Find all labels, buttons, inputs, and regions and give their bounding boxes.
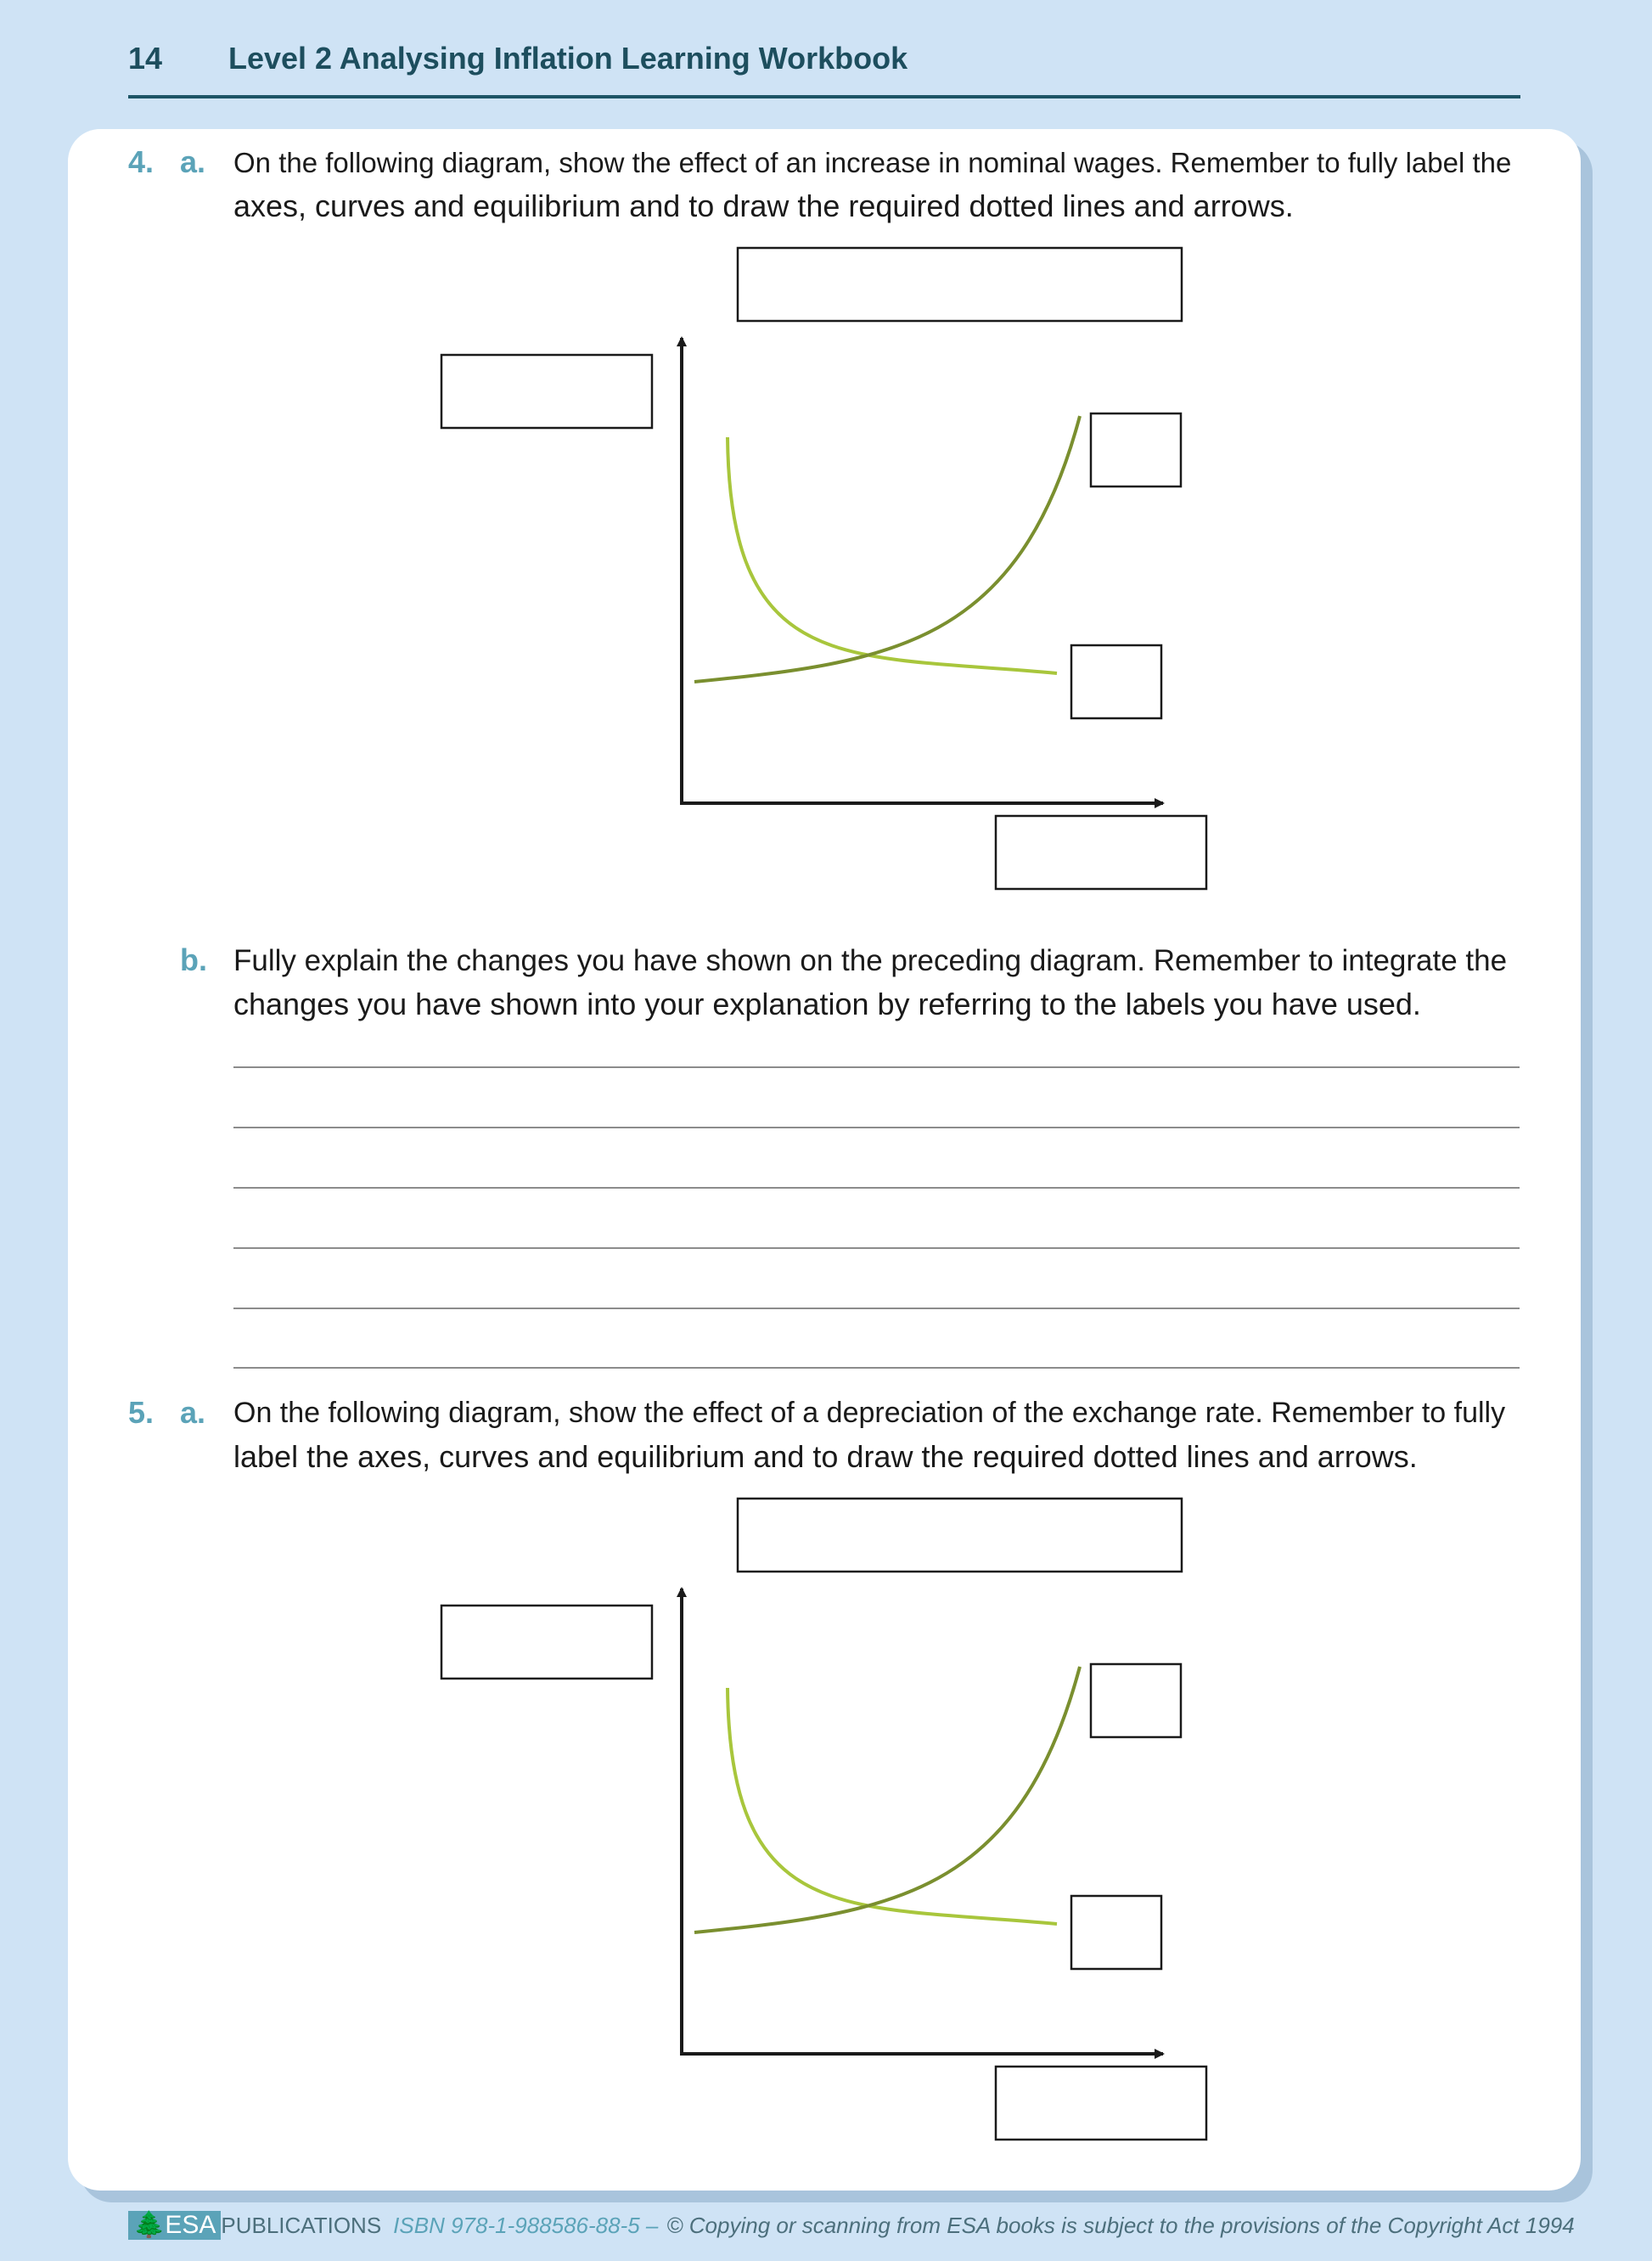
answer-line-6[interactable] xyxy=(233,1367,1520,1369)
answer-line-2[interactable] xyxy=(233,1127,1520,1128)
page-footer xyxy=(128,2211,1575,2241)
question-4a-letter: a. xyxy=(180,144,206,179)
isbn-text: ISBN 978-1-988586-88-5 – xyxy=(393,2212,659,2238)
question-4a-line-1: On the following diagram, show the effect of an increase in nominal wages. Remember to fully label the xyxy=(233,147,1512,178)
answer-line-4[interactable] xyxy=(233,1247,1520,1249)
answer-line-5[interactable] xyxy=(233,1308,1520,1309)
question-4b-line-2: changes you have shown into your explanation by referring to the labels you have used. xyxy=(233,987,1421,1021)
publisher-label: PUBLICATIONS xyxy=(221,2212,382,2238)
question-5-number: 5. xyxy=(128,1395,155,1430)
answer-line-3[interactable] xyxy=(233,1187,1520,1189)
book-title: Level 2 Analysing Inflation Learning Workbook xyxy=(228,41,908,76)
question-4b-line-1: Fully explain the changes you have shown on the preceding diagram. Remember to integrate the xyxy=(233,944,1508,977)
tree-icon: 🌲 xyxy=(133,2211,166,2240)
page-header xyxy=(128,34,1520,98)
question-5a-line-1: On the following diagram, show the effect of a depreciation of the exchange rate. Remember to fully xyxy=(233,1397,1506,1429)
question-5a-line-2: label the axes, curves and equilibrium and to draw the required dotted lines and arrows. xyxy=(233,1439,1418,1474)
question-4b-letter: b. xyxy=(180,942,207,977)
answer-line-1[interactable] xyxy=(233,1066,1520,1068)
question-4a-line-2: axes, curves and equilibrium and to draw the required dotted lines and arrows. xyxy=(233,188,1294,223)
page-number: 14 xyxy=(128,41,163,76)
question-5a-letter: a. xyxy=(180,1395,206,1430)
question-4-number: 4. xyxy=(128,144,155,179)
esa-logo xyxy=(128,2211,221,2240)
worksheet-card xyxy=(68,129,1581,2191)
copyright-notice: © Copying or scanning from ESA books is subject to the provisions of the Copyright Act 1994 xyxy=(666,2212,1575,2238)
logo-text: ESA xyxy=(165,2211,216,2240)
